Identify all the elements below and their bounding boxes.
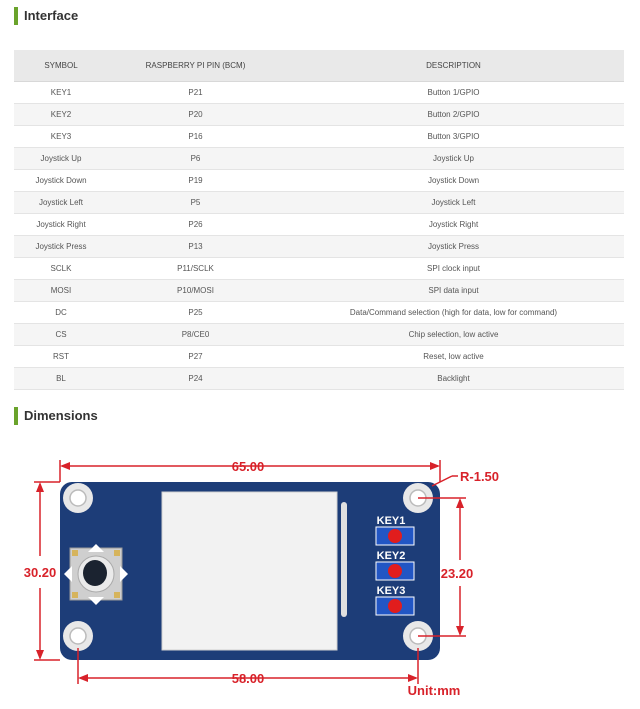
- cell-description: SPI data input: [283, 280, 624, 302]
- key2-button: [376, 562, 414, 580]
- cell-description: Button 1/GPIO: [283, 82, 624, 104]
- table-row: [14, 170, 624, 192]
- cell-description: SPI clock input: [283, 258, 624, 280]
- cell-description: Backlight: [283, 368, 624, 390]
- key3-label: KEY3: [376, 585, 406, 597]
- cell-pin: P27: [108, 346, 283, 368]
- cell-pin: P21: [108, 82, 283, 104]
- cell-pin: P10/MOSI: [108, 280, 283, 302]
- table-row: [14, 82, 624, 104]
- cell-pin: P24: [108, 368, 283, 390]
- cell-pin: P5: [108, 192, 283, 214]
- table-row: [14, 104, 624, 126]
- table-row: [14, 236, 624, 258]
- key1-label: KEY1: [376, 515, 406, 527]
- cell-description: Chip selection, low active: [283, 324, 624, 346]
- dimensions-heading: Dimensions: [14, 407, 98, 425]
- dim-width-top: 65.00: [231, 459, 265, 474]
- cell-pin: P13: [108, 236, 283, 258]
- key3-button: [376, 597, 414, 615]
- table-row: [14, 324, 624, 346]
- cell-symbol: Joystick Down: [14, 170, 108, 192]
- cell-pin: P19: [108, 170, 283, 192]
- table-row: [14, 368, 624, 390]
- dim-radius: R-1.50: [460, 469, 500, 484]
- key1-button: [376, 527, 414, 545]
- table-row: [14, 126, 624, 148]
- dim-width-bottom: 58.00: [231, 671, 265, 686]
- cell-pin: P25: [108, 302, 283, 324]
- interface-table: [14, 50, 624, 390]
- cell-description: Reset, low active: [283, 346, 624, 368]
- cell-symbol: RST: [14, 346, 108, 368]
- cell-symbol: BL: [14, 368, 108, 390]
- lcd-screen: [162, 492, 337, 650]
- cell-pin: P11/SCLK: [108, 258, 283, 280]
- cell-symbol: KEY3: [14, 126, 108, 148]
- cell-symbol: Joystick Left: [14, 192, 108, 214]
- header-description: DESCRIPTION: [283, 50, 624, 82]
- cell-description: Joystick Up: [283, 148, 624, 170]
- cell-description: Joystick Right: [283, 214, 624, 236]
- unit-label: Unit:mm: [407, 683, 461, 698]
- cell-symbol: Joystick Up: [14, 148, 108, 170]
- cell-symbol: CS: [14, 324, 108, 346]
- cell-description: Joystick Left: [283, 192, 624, 214]
- header-symbol: SYMBOL: [14, 50, 108, 82]
- cell-symbol: DC: [14, 302, 108, 324]
- cell-description: Button 3/GPIO: [283, 126, 624, 148]
- cell-symbol: KEY2: [14, 104, 108, 126]
- cell-description: Joystick Press: [283, 236, 624, 258]
- cell-pin: P8/CE0: [108, 324, 283, 346]
- cell-pin: P20: [108, 104, 283, 126]
- dimension-drawing: [0, 440, 640, 709]
- table-header-row: [14, 50, 624, 82]
- table-row: [14, 214, 624, 236]
- header-pin: RASPBERRY PI PIN (BCM): [108, 50, 283, 82]
- cell-pin: P26: [108, 214, 283, 236]
- interface-heading: Interface: [14, 7, 78, 25]
- table-row: [14, 258, 624, 280]
- dim-height-left: 30.20: [23, 565, 57, 580]
- cell-symbol: MOSI: [14, 280, 108, 302]
- table-row: [14, 192, 624, 214]
- table-row: [14, 148, 624, 170]
- cell-symbol: KEY1: [14, 82, 108, 104]
- table-row: [14, 280, 624, 302]
- radius-leader: [432, 476, 452, 486]
- key2-label: KEY2: [376, 550, 406, 562]
- table-row: [14, 302, 624, 324]
- joystick: [64, 544, 128, 605]
- table-row: [14, 346, 624, 368]
- lcd-flex: [341, 502, 347, 617]
- cell-pin: P16: [108, 126, 283, 148]
- cell-pin: P6: [108, 148, 283, 170]
- dim-height-right: 23.20: [440, 566, 474, 581]
- cell-description: Button 2/GPIO: [283, 104, 624, 126]
- cell-description: Data/Command selection (high for data, low for command): [283, 302, 624, 324]
- cell-description: Joystick Down: [283, 170, 624, 192]
- cell-symbol: Joystick Press: [14, 236, 108, 258]
- cell-symbol: SCLK: [14, 258, 108, 280]
- cell-symbol: Joystick Right: [14, 214, 108, 236]
